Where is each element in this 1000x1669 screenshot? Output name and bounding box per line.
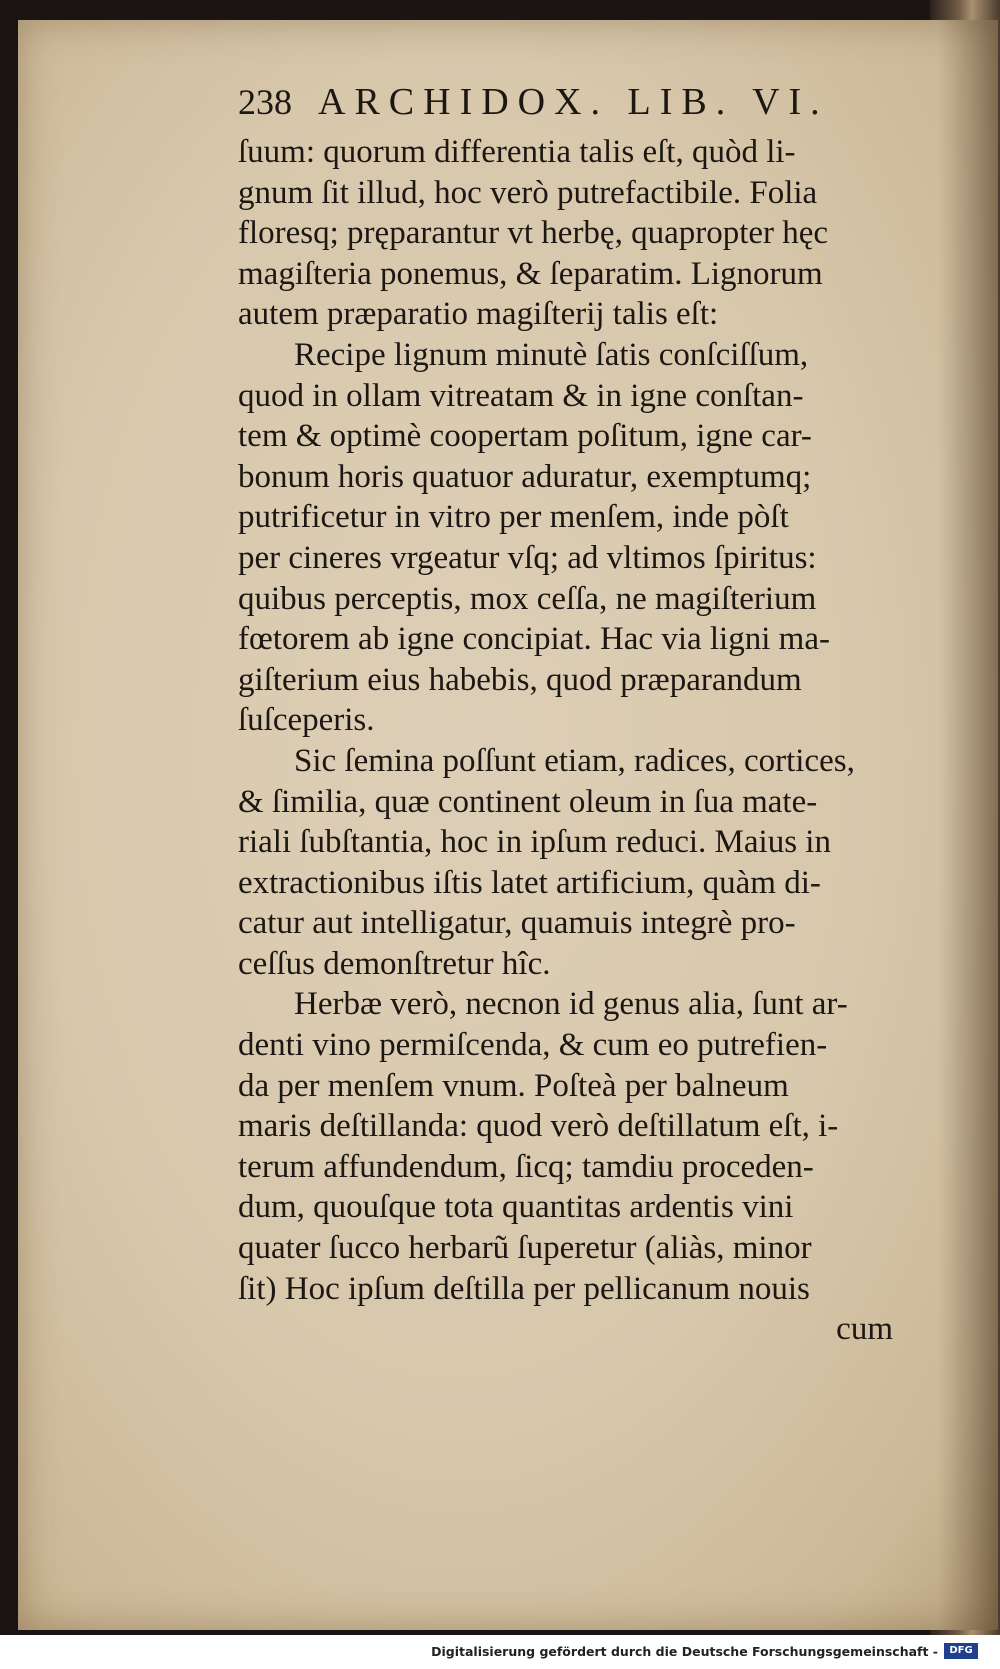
text-line: autem præparatio magiſterij talis eſt: [238, 296, 719, 333]
text-line: Recipe lignum minutè ſatis conſciſſum, [294, 336, 809, 373]
text-line: ſit) Hoc ipſum deſtilla per pellicanum nouis [238, 1270, 810, 1307]
page-number: 238 [238, 82, 292, 122]
text-line: bonum horis quatuor aduratur, exemptumq; [238, 458, 812, 495]
text-line: extractionibus iſtis latet artificium, quàm di- [238, 864, 821, 901]
text-line: fœtorem ab igne concipiat. Hac via ligni ma- [238, 621, 830, 658]
text-line: catur aut intelligatur, quamuis integrè pro- [238, 905, 796, 942]
dfg-logo [944, 1643, 978, 1659]
text-line: giſterium eius habebis, quod præparandum [238, 661, 802, 698]
body-text [238, 132, 893, 1309]
text-line: per cineres vrgeatur vſq; ad vltimos ſpiritus: [238, 539, 817, 576]
running-header [238, 80, 893, 132]
text-line: gnum ſit illud, hoc verò putrefactibile. Folia [238, 174, 818, 211]
scan-left-edge [0, 0, 18, 1669]
text-line: floresq; pręparantur vt herbę, quapropter hęc [238, 215, 829, 252]
text-line: Sic ſemina poſſunt etiam, radices, cortices, [294, 742, 855, 779]
text-line: riali ſubſtantia, hoc in ipſum reduci. Maius in [238, 824, 831, 861]
text-line: quod in ollam vitreatam & in igne conſtan- [238, 377, 804, 414]
text-line: ſuſceperis. [238, 702, 375, 739]
running-head-title: ARCHIDOX. LIB. VI. [318, 81, 829, 123]
text-line: dum, quouſque tota quantitas ardentis vini [238, 1189, 794, 1226]
funding-caption: Digitalisierung gefördert durch die Deutsche Forschungsgemeinschaft - [431, 1644, 938, 1659]
text-line: quibus perceptis, mox ceſſa, ne magiſterium [238, 580, 817, 617]
text-line: magiſteria ponemus, & ſeparatim. Lignorum [238, 255, 823, 292]
text-line: Herbæ verò, necnon id genus alia, ſunt ar- [294, 986, 848, 1023]
text-line: da per menſem vnum. Poſteà per balneum [238, 1067, 789, 1104]
page-gutter-shadow [938, 20, 998, 1630]
dfg-logo-text: DFG [949, 1645, 973, 1656]
text-line: maris deſtillanda: quod verò deſtillatum eſt, i- [238, 1108, 839, 1145]
text-line: ceſſus demonſtretur hîc. [238, 945, 551, 982]
text-line: ſuum: quorum differentia talis eſt, quòd li- [238, 134, 796, 170]
text-line: tem & optimè coopertam poſitum, igne car- [238, 418, 812, 455]
digitization-footer [0, 1635, 1000, 1669]
text-line: denti vino permiſcenda, & cum eo putrefien- [238, 1027, 828, 1064]
page-text-block [238, 80, 893, 1350]
catchword: cum [836, 1311, 893, 1348]
text-line: putrificetur in vitro per menſem, inde pòſt [238, 499, 789, 536]
text-line: & ſimilia, quæ continent oleum in ſua mate- [238, 783, 818, 820]
text-line: terum affundendum, ſicq; tamdiu proceden- [238, 1148, 814, 1185]
text-line: quater ſucco herbarũ ſuperetur (aliàs, minor [238, 1230, 812, 1267]
